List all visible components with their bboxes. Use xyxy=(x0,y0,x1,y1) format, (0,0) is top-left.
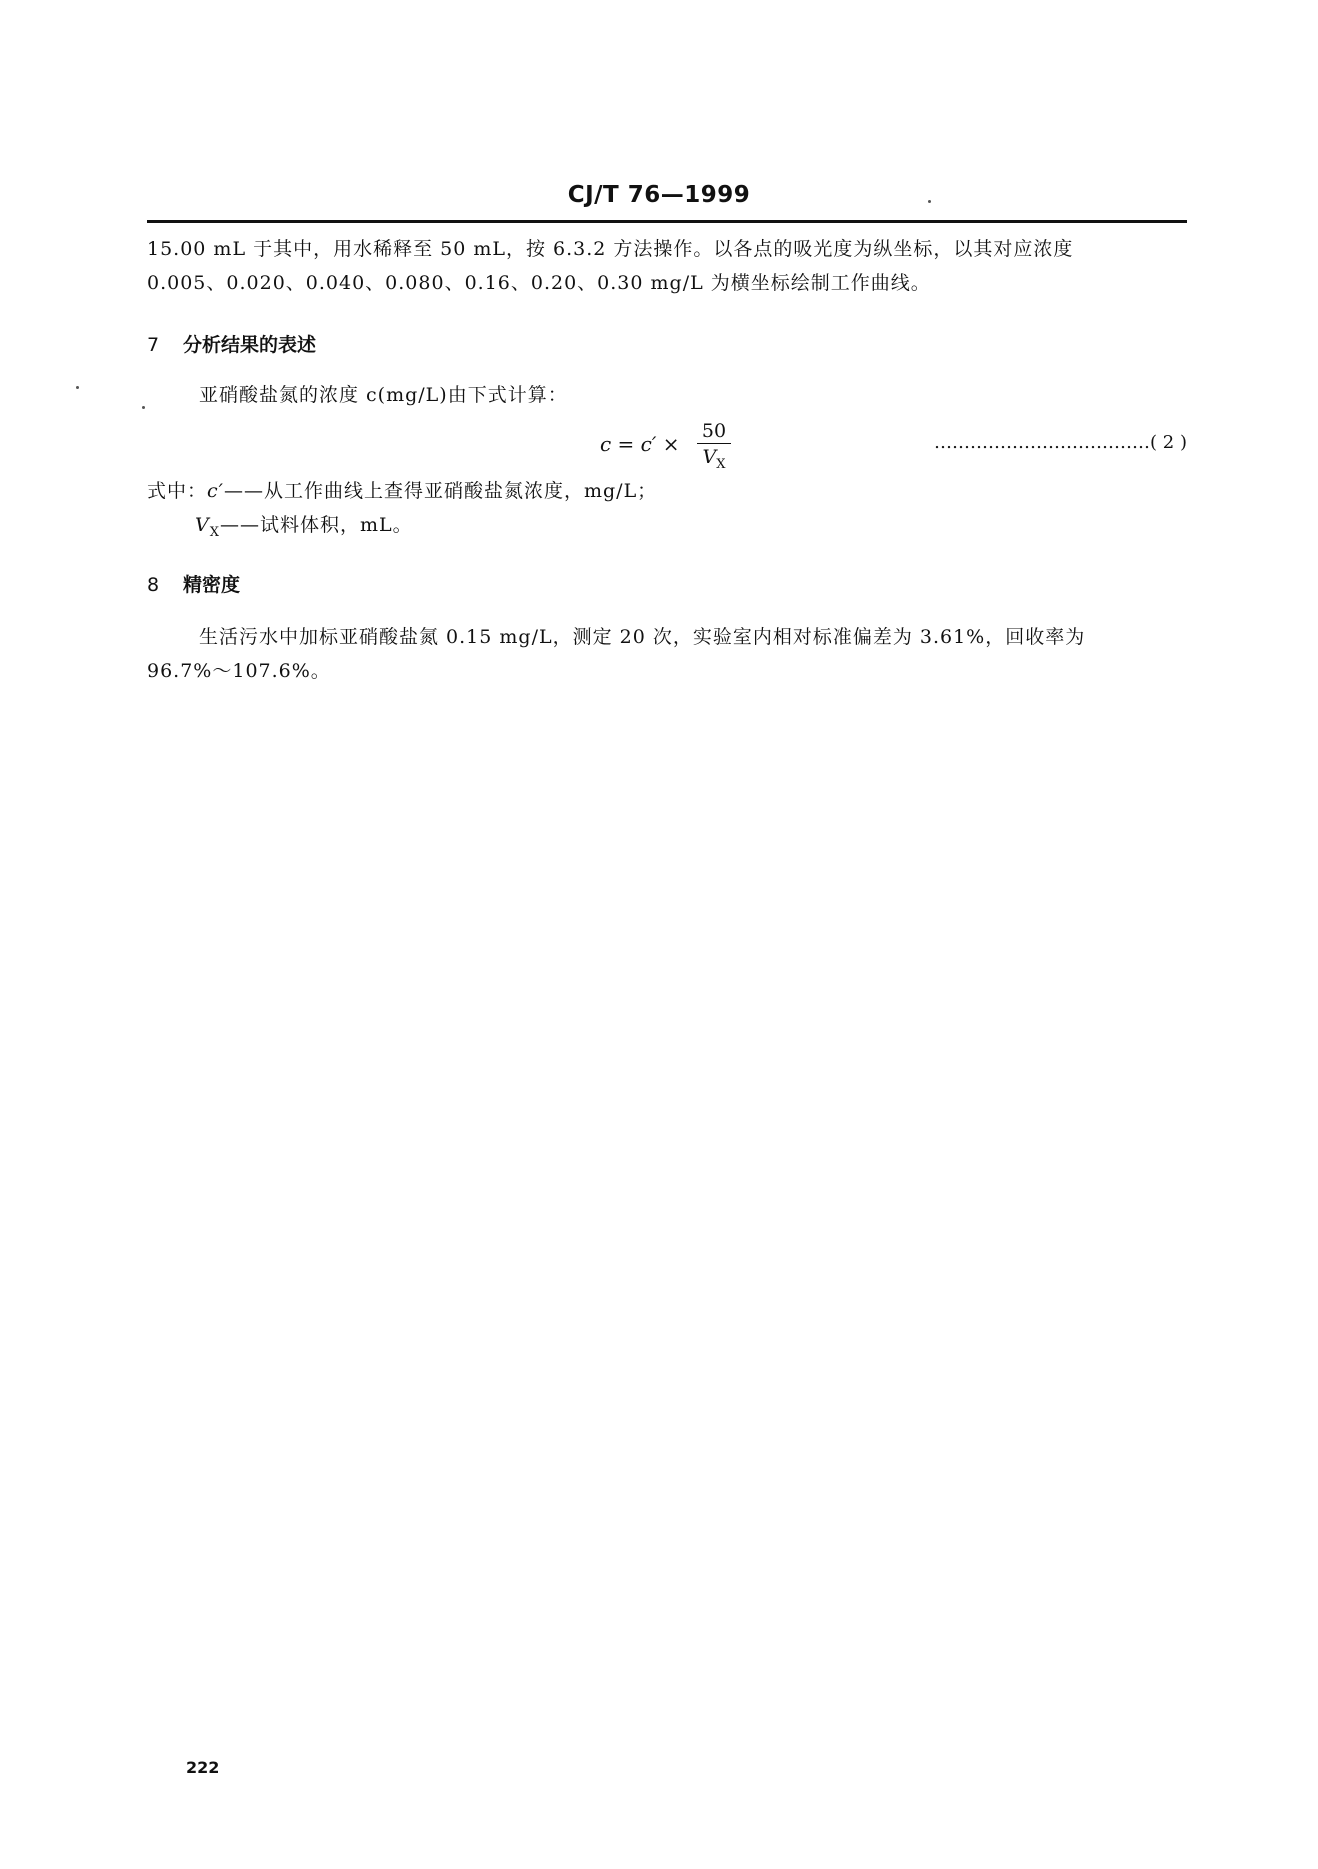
def2-text: ——试料体积，mL。 xyxy=(220,514,413,536)
formula-definitions xyxy=(147,474,1187,550)
formula-numerator: 50 xyxy=(701,420,727,442)
section-8-line-2: 96.7%～107.6%。 xyxy=(147,660,331,682)
formula-2 xyxy=(600,420,800,470)
section-7-title: 分析结果的表述 xyxy=(183,334,317,356)
def2-symbol: V xyxy=(195,514,210,536)
section-7-intro: 亚硝酸盐氮的浓度 c(mg/L)由下式计算： xyxy=(199,384,568,406)
definition-c-prime xyxy=(147,474,1187,508)
where-prefix: 式中： xyxy=(147,480,208,502)
fraction-bar xyxy=(697,443,731,444)
section-8-heading xyxy=(147,570,240,597)
scan-speck xyxy=(928,200,931,203)
def2-subscript: X xyxy=(209,524,220,540)
continuation-paragraph xyxy=(147,232,1187,300)
continuation-line-2: 0.005、0.020、0.040、0.080、0.16、0.20、0.30 mg/L 为横坐标绘制工作曲线。 xyxy=(147,272,931,294)
definition-vx xyxy=(147,508,1187,550)
formula-lhs: c = c′ × xyxy=(600,432,680,456)
section-8-title: 精密度 xyxy=(183,574,241,596)
def1-symbol: c′ xyxy=(207,480,224,502)
def1-text: ——从工作曲线上查得亚硝酸盐氮浓度，mg/L； xyxy=(223,480,658,502)
denominator-subscript: X xyxy=(716,456,726,472)
formula-fraction xyxy=(697,420,731,476)
section-8-paragraph xyxy=(147,620,1187,688)
section-7-heading xyxy=(147,330,316,357)
scan-speck xyxy=(142,406,145,409)
equation-number: ………………………………( 2 ) xyxy=(934,432,1187,453)
denominator-symbol: V xyxy=(702,446,717,468)
page-number: 222 xyxy=(186,1758,220,1777)
continuation-line-1: 15.00 mL 于其中，用水稀释至 50 mL，按 6.3.2 方法操作。以各点的吸光度为纵坐标，以其对应浓度 xyxy=(147,238,1074,260)
header-rule xyxy=(147,220,1187,223)
section-7-number: 7 xyxy=(147,334,160,356)
standard-code-header: CJ/T 76—1999 xyxy=(567,182,751,208)
scan-speck xyxy=(76,386,79,389)
formula-denominator xyxy=(697,446,731,476)
section-8-line-1: 生活污水中加标亚硝酸盐氮 0.15 mg/L，测定 20 次，实验室内相对标准偏差为 3.61%，回收率为 xyxy=(199,626,1086,648)
section-8-number: 8 xyxy=(147,574,160,596)
